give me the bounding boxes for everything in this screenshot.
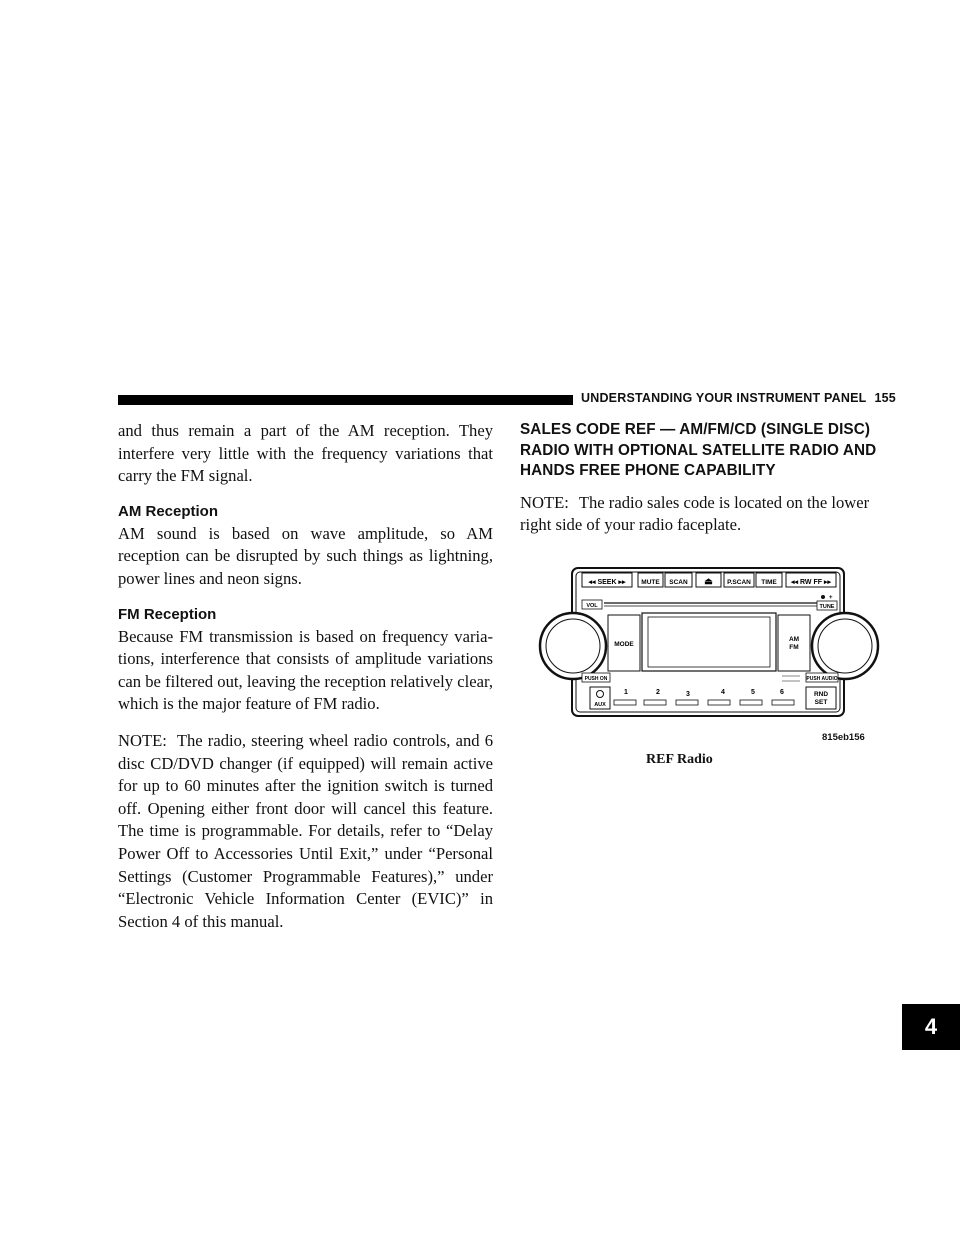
note-text: The radio, steering wheel radio controls, and 6 disc CD/DVD changer (if equipped) will remain active for up to 60 minutes after the ignition switch is turned off. Opening either front door will cancel this feature. The time is programmable. For details, refer to “Delay Power Off to Accessories Until Exit,” under “Personal Settings (Customer Programmable Features),” under “Electronic Vehicle Information Center (EVIC)” in Section 4 of this manual. — [118, 730, 493, 931]
eject-icon: ⏏ — [704, 576, 713, 586]
fm-reception-heading: FM Reception — [118, 605, 217, 623]
note-label: NOTE: — [520, 492, 569, 512]
preset-2-label: 2 — [656, 689, 660, 696]
right-column — [520, 420, 900, 537]
vol-label: VOL — [586, 603, 598, 609]
set-label: SET — [814, 699, 828, 706]
intro-paragraph: and thus remain a part of the AM reception. They interfere very little with the frequency variations that carry the FM signal. — [118, 421, 493, 486]
note-paragraph — [118, 730, 493, 933]
note-text: The radio sales code is located on the lower right side of your radio faceplate. — [520, 492, 870, 535]
figure-code: 815eb156 — [822, 732, 865, 743]
page-number: 155 — [874, 391, 896, 405]
time-button-label: TIME — [761, 579, 777, 586]
indicator-icon — [821, 595, 825, 599]
rnd-label: RND — [813, 691, 829, 698]
aux-label: AUX — [594, 702, 606, 708]
rw-ff-button-label: ◂◂ RW FF ▸▸ — [791, 579, 831, 586]
tune-knob — [812, 613, 878, 679]
left-column — [118, 420, 493, 933]
push-on-label: PUSH ON — [584, 676, 608, 682]
section-title: UNDERSTANDING YOUR INSTRUMENT PANEL — [581, 391, 867, 405]
preset-4-label: 4 — [721, 689, 725, 696]
am-reception-heading: AM Reception — [118, 502, 219, 520]
preset-1-label: 1 — [624, 689, 628, 696]
fm-reception-paragraph: Because FM transmission is based on frequency varia- tions, interference that consists of amplitude variations can be filtered out, leaving the reception relatively clear, which is the major feature of FM radio. — [118, 626, 493, 714]
pscan-button-label: P.SCAN — [727, 579, 751, 586]
am-reception-paragraph: AM sound is based on wave amplitude, so AM reception can be disrupted by such things as lightning, power lines and neon signs. — [118, 523, 493, 588]
preset-6-label: 6 — [780, 689, 784, 696]
page-header — [581, 391, 896, 405]
preset-3-label: 3 — [686, 691, 690, 698]
scan-button-label: SCAN — [669, 579, 688, 586]
volume-knob — [540, 613, 606, 679]
preset-5-label: 5 — [751, 689, 755, 696]
note-label: NOTE: — [118, 730, 167, 750]
push-audio-label: PUSH AUDIO — [806, 676, 838, 682]
svg-text:+: + — [829, 595, 833, 601]
header-rule — [118, 395, 573, 405]
tune-label: TUNE — [819, 604, 835, 610]
fm-label: FM — [789, 644, 799, 651]
figure-caption: REF Radio — [646, 752, 713, 767]
section-tab: 4 — [902, 1004, 960, 1050]
sales-code-heading: SALES CODE REF — AM/FM/CD (SINGLE DISC) RADIO WITH OPTIONAL SATELLITE RADIO AND HANDS FREE PHONE CAPABILITY — [520, 421, 877, 479]
mode-button-label: MODE — [614, 641, 634, 648]
top-button-row — [582, 573, 836, 587]
seek-button-label: ◂◂ SEEK ▸▸ — [588, 579, 626, 586]
mute-button-label: MUTE — [641, 579, 660, 586]
radio-faceplate-illustration — [538, 563, 880, 741]
am-label: AM — [788, 636, 800, 643]
radio-note-paragraph — [520, 492, 900, 537]
display-screen — [642, 613, 776, 671]
